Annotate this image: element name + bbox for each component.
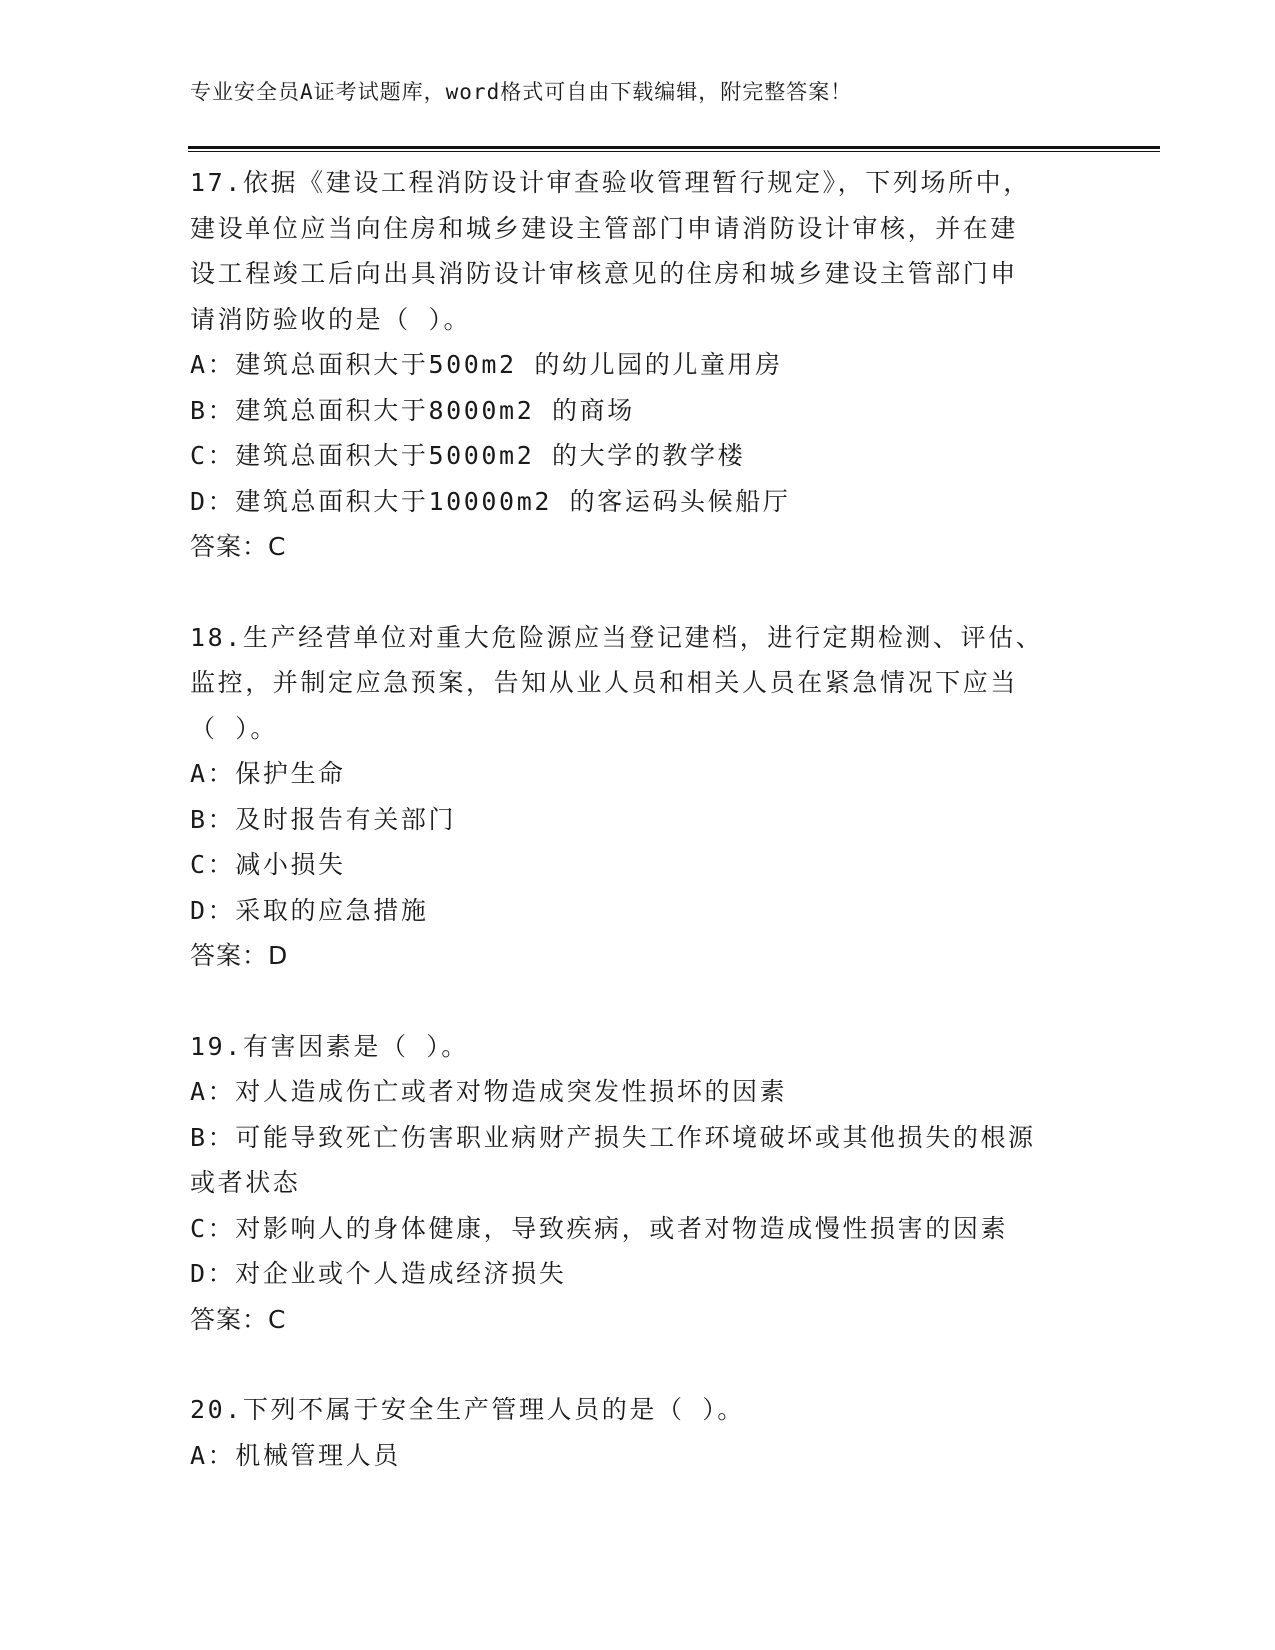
option-a: A：建筑总面积大于500m2 的幼儿园的儿童用房 [190,350,783,379]
option-b: B：及时报告有关部门 [190,804,457,834]
question-stem: 18.生产经营单位对重大危险源应当登记建档，进行定期检测、评估、 [190,622,1044,652]
question-20 [190,1387,1090,1478]
option-b-continued: 或者状态 [190,1168,301,1197]
question-17 [190,160,1090,570]
option-b: B：建筑总面积大于8000m2 的商场 [190,395,635,425]
question-list [190,160,1090,1478]
option-d: D：采取的应急措施 [190,895,429,925]
answer: 答案：C [190,1304,287,1334]
option-d: D：对企业或个人造成经济损失 [190,1259,567,1288]
option-b: B：可能导致死亡伤害职业病财产损失工作环境破坏或其他损失的根源 [190,1122,1036,1152]
header-rule [188,146,1160,149]
option-a: A：保护生命 [190,759,346,788]
option-c: C：对影响人的身体健康，导致疾病，或者对物造成慢性损害的因素 [190,1213,1009,1243]
question-stem: 建设单位应当向住房和城乡建设主管部门申请消防设计审核，并在建 [190,213,1019,243]
option-c: C：建筑总面积大于5000m2 的大学的教学楼 [190,441,746,470]
option-d: D：建筑总面积大于10000m2 的客运码头候船厅 [190,486,791,516]
answer: 答案：C [190,532,287,561]
document-header: 专业安全员A证考试题库，word格式可自由下载编辑，附完整答案！ [190,80,853,104]
question-stem: 20.下列不属于安全生产管理人员的是（ ）。 [190,1395,745,1424]
question-19 [190,1024,1090,1343]
option-a: A：机械管理人员 [190,1440,401,1470]
question-18 [190,615,1090,979]
answer: 答案：D [190,941,289,970]
question-stem: 19.有害因素是（ ）。 [190,1031,469,1061]
header-rule-thin [188,151,1160,152]
question-stem: 监控，并制定应急预案，告知从业人员和相关人员在紧急情况下应当 [190,668,1019,697]
option-c: C：减小损失 [190,850,346,879]
question-stem: 请消防验收的是（ ）。 [190,304,472,334]
question-stem: （ ）。 [190,713,278,743]
question-stem: 设工程竣工后向出具消防设计审核意见的住房和城乡建设主管部门申 [190,259,1019,288]
question-stem: 17.依据《建设工程消防设计审查验收管理暂行规定》，下列场所中， [190,168,1031,197]
option-a: A：对人造成伤亡或者对物造成突发性损坏的因素 [190,1077,788,1106]
